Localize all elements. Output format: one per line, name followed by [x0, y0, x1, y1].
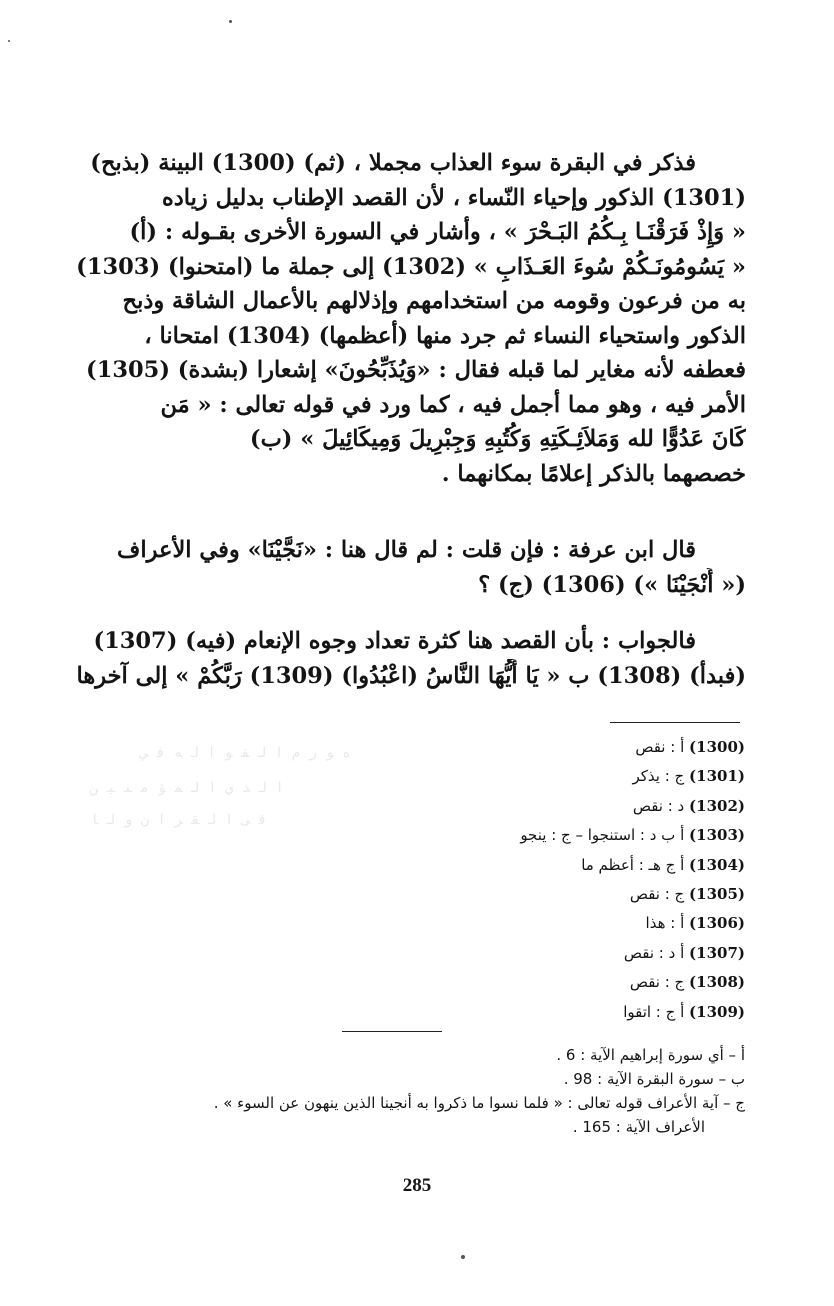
- variant-note: [380, 998, 745, 1027]
- variant-note: [380, 968, 745, 997]
- text-line: فعطفه لأنه مغاير لما قبله فقال : «وَيُذَبِّحُونَ» إشعارا (بشدة) (1305): [86, 357, 746, 383]
- note-number: (1303): [689, 826, 745, 845]
- note-text: أ د : نقص: [623, 943, 685, 962]
- variant-notes: [380, 733, 745, 1027]
- variant-note: [380, 909, 745, 938]
- note-text: أ ج هـ : أعظم ما: [581, 855, 685, 874]
- text-line: به من فرعون وقومه من استخدامهم وإذلالهم بالأعمال الشاقة وذبح: [122, 288, 746, 314]
- text-line: الذكور واستحياء النساء ثم جرد منها (أعظمها) (1304) امتحانا ،: [144, 322, 746, 349]
- text-line: فالجواب : بأن القصد هنا كثرة تعداد وجوه الإنعام (فيه) (1307): [93, 628, 696, 654]
- bleed-through: ﻓ ﻰ ﺍ ﻟ ﻘ ﺮ ﺍ ﻥ ﻭ ﻟ ﺎ: [90, 812, 268, 828]
- scan-speck: [461, 1255, 465, 1259]
- scan-speck: [8, 40, 10, 42]
- note-number: (1305): [689, 885, 745, 904]
- variant-note: [380, 851, 745, 880]
- text-line: قال ابن عرفة : فإن قلت : لم قال هنا : «نَجَّيْنَا» وفي الأعراف: [117, 537, 696, 563]
- variant-note: [380, 880, 745, 909]
- note-number: (1308): [689, 973, 745, 992]
- page-number: 285: [402, 1175, 432, 1196]
- text-line: « وَإِذْ فَرَقْنَـا بِـكُمُ البَـحْرَ » ، وأشار في السورة الأخرى بقـوله : (أ): [129, 219, 746, 245]
- note-text: أ ب د : استنجوا – ج : ينجو: [520, 826, 685, 845]
- text-line: خصصهما بالذكر إعلامًا بمكانهما .: [441, 460, 746, 487]
- text-line: (فبدأ) (1308) ب « يَا أَيُّهَا النَّاسُ (اعْبُدُوا) (1309) رَبَّكُمْ » إلى آخرها: [76, 662, 746, 689]
- note-number: (1309): [689, 1002, 745, 1021]
- variant-note: [380, 733, 745, 762]
- variant-note: [380, 792, 745, 821]
- note-number: (1302): [689, 796, 745, 815]
- note-number: (1306): [689, 914, 745, 933]
- source-footnotes: [70, 1043, 745, 1139]
- note-text: أ : هذا: [645, 914, 685, 933]
- note-text: ج : نقص: [629, 885, 685, 904]
- notes-separator: [610, 722, 740, 723]
- paragraph-main: [74, 146, 746, 491]
- text-line: (« أَنْجَيْنَا ») (1306) (ج) ؟: [478, 571, 746, 598]
- text-line: « يَسُومُونَـكُمْ سُوءَ العَـذَابِ » (1302) إلى جملة ما (امتحنوا) (1303): [76, 253, 746, 280]
- footnote-b: ب – سورة البقرة الآية : 98 .: [563, 1070, 745, 1088]
- paragraph-ibn-arafa: [74, 533, 746, 602]
- footnote-c-continuation: الأعراف الآية : 165 .: [572, 1118, 705, 1136]
- text-line: الأمر فيه ، وهو مما أجمل فيه ، كما ورد في قوله تعالى : « مَن: [160, 391, 746, 418]
- paragraph-answer: [74, 624, 746, 693]
- text-line: (1301) الذكور وإحياء النّساء ، لأن القصد الإطناب بدليل زياده: [162, 184, 746, 211]
- scan-speck: [229, 20, 232, 23]
- note-text: د : نقص: [632, 796, 685, 815]
- text-line: فذكر في البقرة سوء العذاب مجملا ، (ثم) (1300) البينة (بذبح): [90, 150, 696, 176]
- note-number: (1307): [689, 943, 745, 962]
- variant-note: [380, 762, 745, 791]
- variant-note: [380, 939, 745, 968]
- footnotes-separator: [342, 1031, 442, 1032]
- text-line: كَانَ عَدُوًّا لله وَمَلاَئِـكَتِهِ وَكُتُبِهِ وَجِبْرِيلَ وَمِيكَائِيلَ » (ب): [249, 426, 746, 452]
- footnote-a: أ – أي سورة إبراهيم الآية : 6 .: [556, 1046, 745, 1064]
- note-text: ج : يذكر: [632, 767, 685, 786]
- bleed-through: ﻩ ﻮ ﺭ ﻡ ﺍ ﻟ ﻘ ﻮ ﺍ ﻟ ﻪ ﻓ ﻲ: [140, 745, 351, 761]
- note-number: (1304): [689, 855, 745, 874]
- variant-note: [380, 821, 745, 850]
- note-text: ج : نقص: [629, 973, 685, 992]
- note-text: أ ج : اتقوا: [623, 1002, 685, 1021]
- bleed-through: ﺍ ﻟ ﺬ ﻱ ﺍ ﻟ ﻤ ﺆ ﻣ ﻨ ﻴ ﻦ: [90, 780, 284, 796]
- note-number: (1301): [689, 767, 745, 786]
- footnote-c: ج – آية الأعراف قوله تعالى : « فلما نسوا ما ذكروا به أنجينا الذين ينهون عن السوء » .: [213, 1094, 745, 1112]
- note-text: أ : نقص: [635, 738, 685, 756]
- note-number: (1300): [689, 738, 745, 756]
